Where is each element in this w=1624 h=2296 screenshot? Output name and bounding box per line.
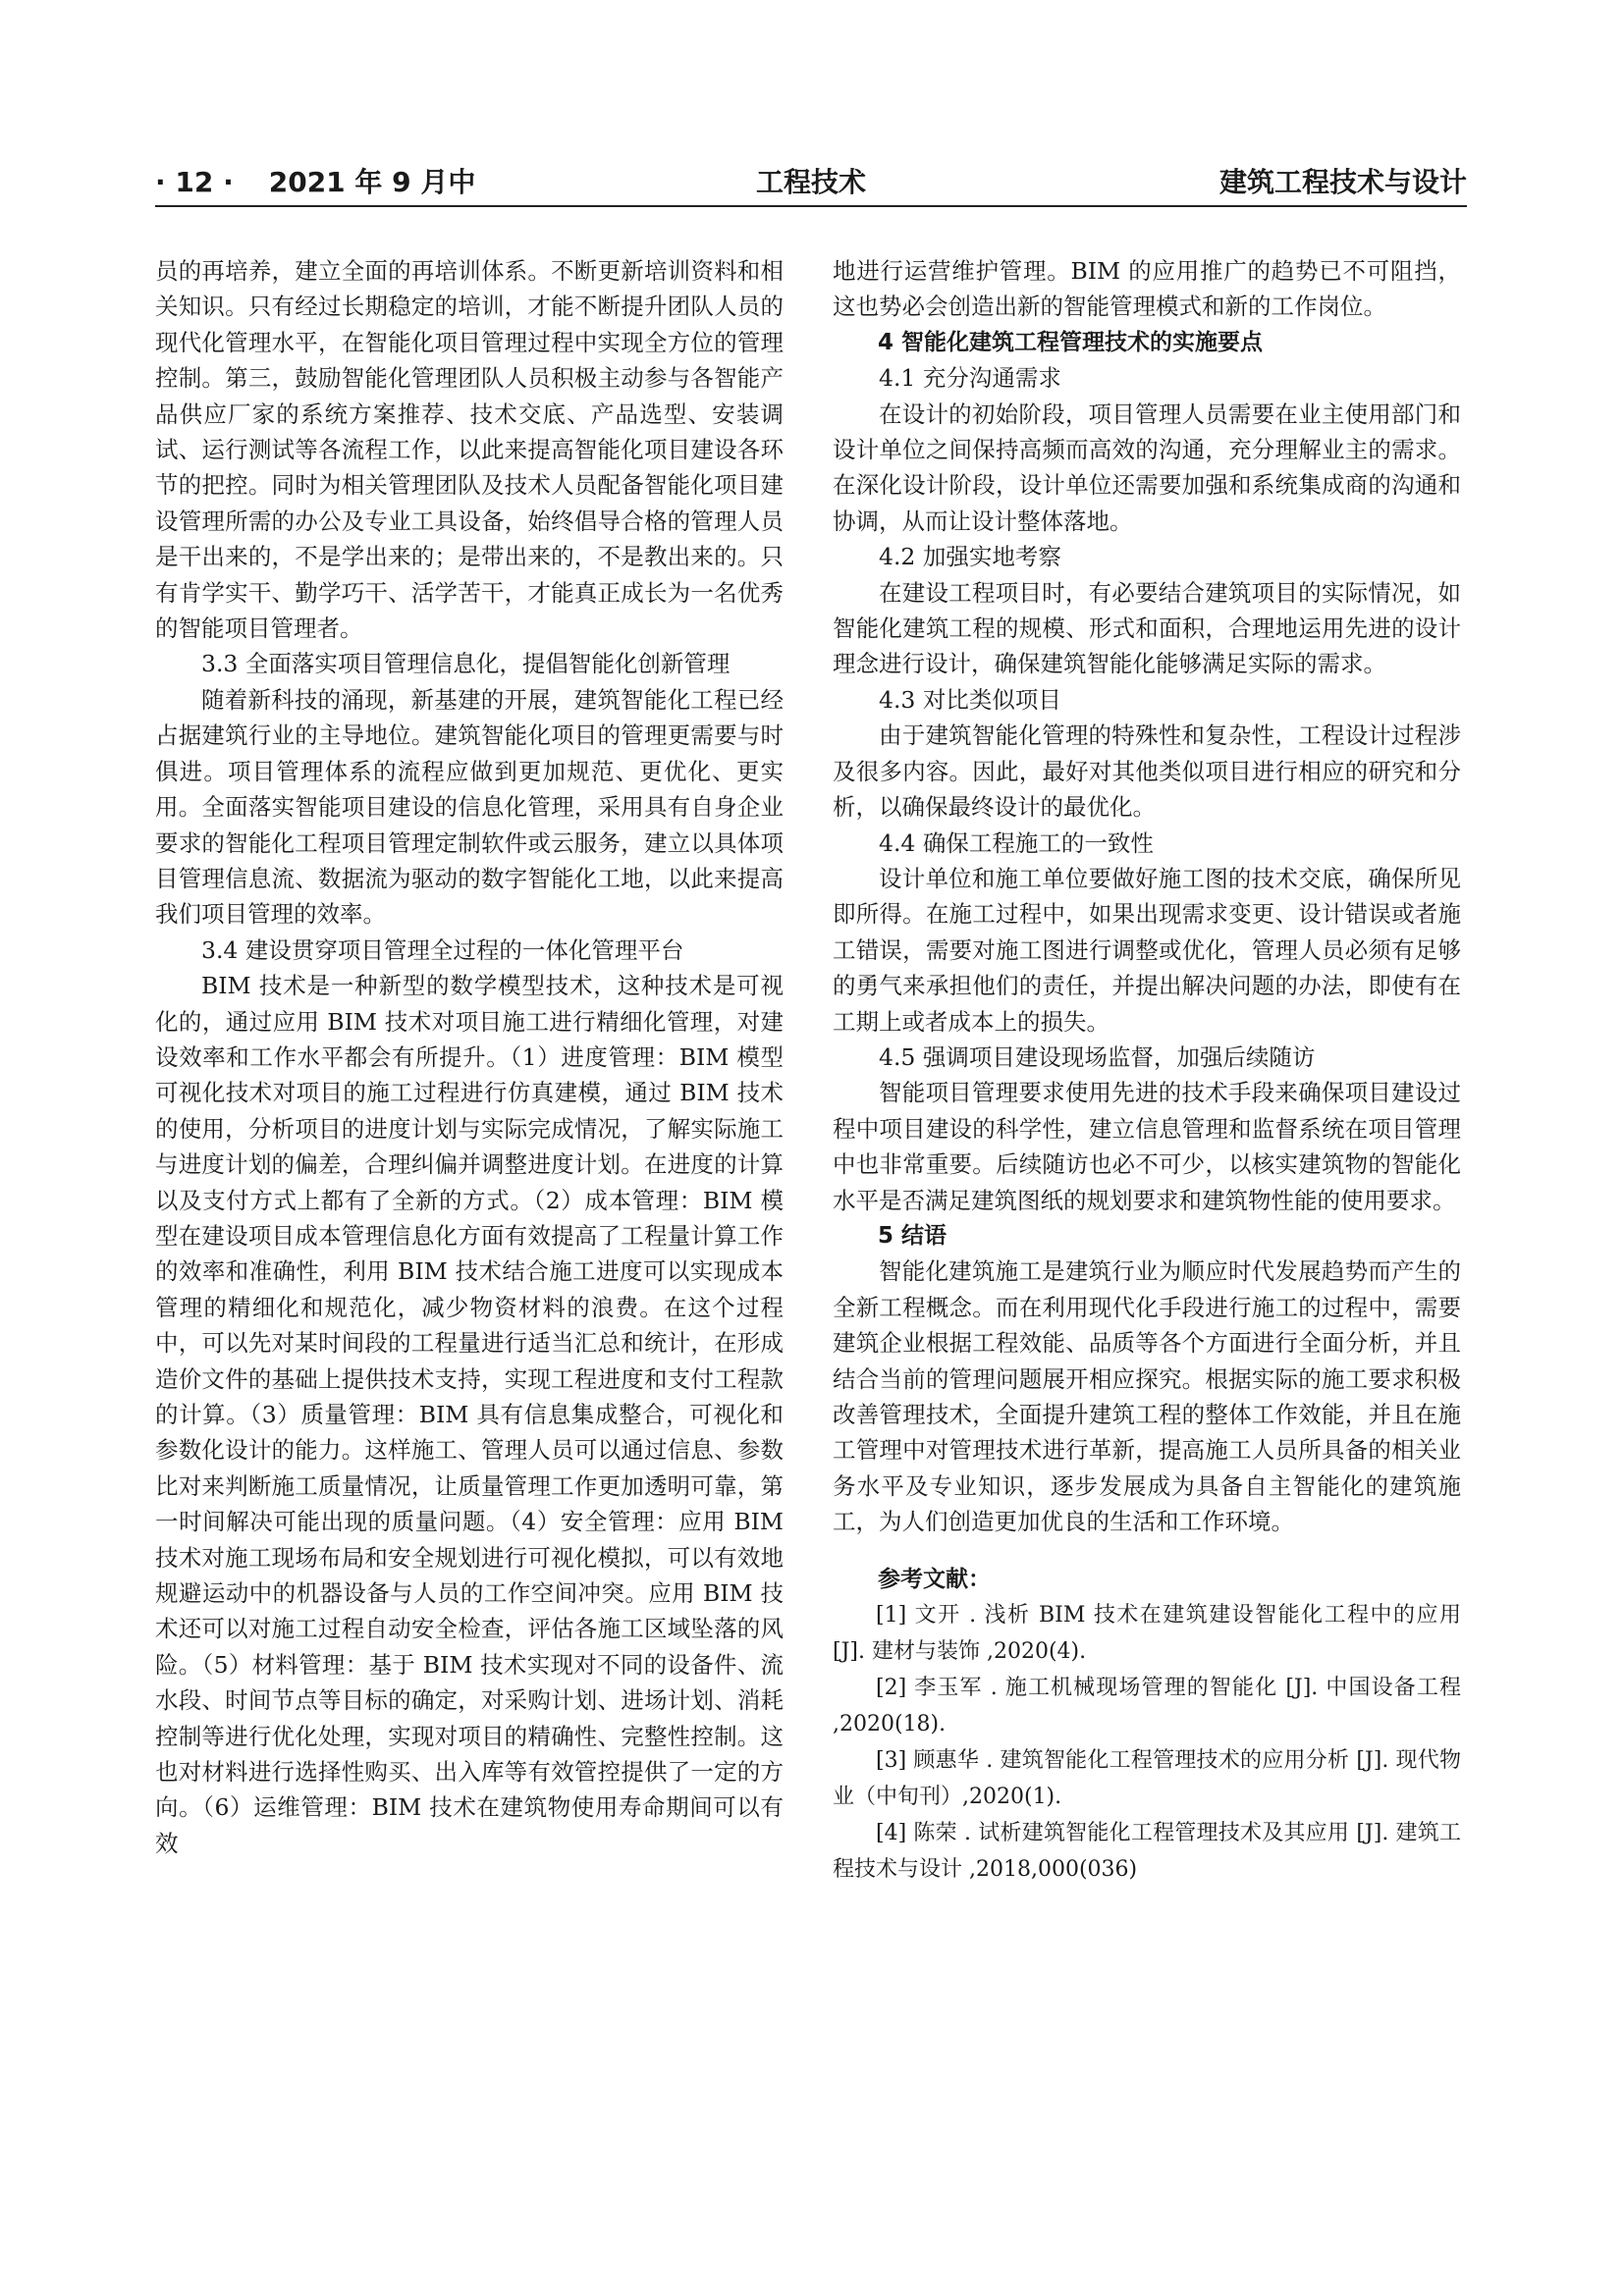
header-rule [155, 205, 1467, 207]
running-header [155, 157, 1467, 202]
paragraph-4-4: 设计单位和施工单位要做好施工图的技术交底，确保所见即所得。在施工过程中，如果出现需求变更、设计错误或者施工错误，需要对施工图进行调整或优化，管理人员必须有足够的勇气来承担他们的责任，并提出解决问题的办法，即使有在工期上或者成本上的损失。 [833, 864, 1461, 1036]
heading-5: 5 结语 [878, 1222, 947, 1249]
paragraph-4-2: 在建设工程项目时，有必要结合建筑项目的实际情况，如智能化建筑工程的规模、形式和面积，合理地运用先进的设计理念进行设计，确保建筑智能化能够满足实际的需求。 [833, 578, 1461, 678]
right-column [833, 253, 1461, 1888]
heading-4-1: 4.1 充分沟通需求 [879, 364, 1061, 393]
left-column [155, 253, 784, 1861]
issue-date: 2021 年 9 月中 [268, 166, 476, 198]
heading-4-5: 4.5 强调项目建设现场监督，加强后续随访 [879, 1042, 1316, 1071]
page-number: · 12 · [155, 166, 234, 198]
heading-4-2: 4.2 加强实地考察 [879, 543, 1061, 571]
paragraph-4-3: 由于建筑智能化管理的特殊性和复杂性，工程设计过程涉及很多内容。因此，最好对其他类似项目进行相应的研究和分析，以确保最终设计的最优化。 [833, 721, 1461, 822]
reference-item: [3] 顾惠华 . 建筑智能化工程管理技术的应用分析 [J]. 现代物业（中旬刊）,2020(1). [833, 1748, 1461, 1810]
paragraph-bim-continued: 地进行运营维护管理。BIM 的应用推广的趋势已不可阻挡，这也势必会创造出新的智能管理模式和新的工作岗位。 [833, 257, 1461, 321]
heading-4-4: 4.4 确保工程施工的一致性 [879, 828, 1154, 857]
journal-title: 建筑工程技术与设计 [1218, 166, 1467, 198]
reference-item: [4] 陈荣 . 试析建筑智能化工程管理技术及其应用 [J]. 建筑工程技术与设计 ,2018,000(036) [833, 1821, 1461, 1883]
paragraph-bim: BIM 技术是一种新型的数学模型技术，这种技术是可视化的，通过应用 BIM 技术对项目施工进行精细化管理，对建设效率和工作水平都会有所提升。（1）进度管理：BIM 模型可视化技术对项目的施工过程进行仿真建模，通过 BIM 技术的使用，分析项目的进度计划与实际完成情况，了解实际施工与进度计划的偏差，合理纠偏并调整进度计划。在进度的计算以及支付方式上都有了全新的方式。（2）成本管理：BIM 模型在建设项目成本管理信息化方面有效提高了工程量计算工作的效率和准确性，利用 BIM 技术结合施工进度可以实现成本管理的精细化和规范化，减少物资材料的浪费。在这个过程中，可以先对某时间段的工程量进行适当汇总和统计，在形成造价文件的基础上提供技术支持，实现工程进度和支付工程款的计算。（3）质量管理：BIM 具有信息集成整合，可视化和参数化设计的能力。这样施工、管理人员可以通过信息、参数比对来判断施工质量情况，让质量管理工作更加透明可靠，第一时间解决可能出现的质量问题。（4）安全管理：应用 BIM 技术对施工现场布局和安全规划进行可视化模拟，可以有效地规避运动中的机器设备与人员的工作空间冲突。应用 BIM 技术还可以对施工过程自动安全检查，评估各施工区域坠落的风险。（5）材料管理：基于 BIM 技术实现对不同的设备件、流水段、时间节点等目标的确定，对采购计划、进场计划、消耗控制等进行优化处理，实现对项目的精确性、完整性控制。这也对材料进行选择性购买、出入库等有效管控提供了一定的方向。（6）运维管理：BIM 技术在建筑物使用寿命期间可以有效 [155, 972, 784, 1857]
heading-4-3: 4.3 对比类似项目 [879, 685, 1061, 714]
reference-item: [1] 文开 . 浅析 BIM 技术在建筑建设智能化工程中的应用 [J]. 建材与装饰 ,2020(4). [833, 1603, 1461, 1665]
heading-4: 4 智能化建筑工程管理技术的实施要点 [878, 329, 1264, 355]
references-title: 参考文献： [878, 1566, 991, 1592]
section-title: 工程技术 [755, 166, 866, 198]
paragraph-informatization: 随着新科技的涌现，新基建的开展，建筑智能化工程已经占据建筑行业的主导地位。建筑智能化项目的管理更需要与时俱进。项目管理体系的流程应做到更加规范、更优化、更实用。全面落实智能项目建设的信息化管理，采用具有自身企业要求的智能化工程项目管理定制软件或云服务，建立以具体项目管理信息流、数据流为驱动的数字智能化工地，以此来提高我们项目管理的效率。 [155, 685, 784, 929]
heading-3-4: 3.4 建设贯穿项目管理全过程的一体化管理平台 [201, 935, 684, 964]
paragraph-training: 员的再培养，建立全面的再培训体系。不断更新培训资料和相关知识。只有经过长期稳定的培训，才能不断提升团队人员的现代化管理水平，在智能化项目管理过程中实现全方位的管理控制。第三，鼓励智能化管理团队人员积极主动参与各智能产品供应厂家的系统方案推荐、技术交底、产品选型、安装调试、运行测试等各流程工作，以此来提高智能化项目建设各环节的把控。同时为相关管理团队及技术人员配备智能化项目建设管理所需的办公及专业工具设备，始终倡导合格的管理人员是干出来的，不是学出来的；是带出来的，不是教出来的。只有肯学实干、勤学巧干、活学苦干，才能真正成长为一名优秀的智能项目管理者。 [155, 257, 784, 643]
heading-3-3: 3.3 全面落实项目管理信息化，提倡智能化创新管理 [201, 650, 731, 678]
paragraph-4-5: 智能项目管理要求使用先进的技术手段来确保项目建设过程中项目建设的科学性，建立信息管理和监督系统在项目管理中也非常重要。后续随访也必不可少，以核实建筑物的智能化水平是否满足建筑图纸的规划要求和建筑物性能的使用要求。 [833, 1079, 1461, 1214]
reference-item: [2] 李玉军 . 施工机械现场管理的智能化 [J]. 中国设备工程 ,2020(18). [833, 1676, 1461, 1737]
paragraph-conclusion: 智能化建筑施工是建筑行业为顺应时代发展趋势而产生的全新工程概念。而在利用现代化手段进行施工的过程中，需要建筑企业根据工程效能、品质等各个方面进行全面分析，并且结合当前的管理问题展开相应探究。根据实际的施工要求积极改善管理技术，全面提升建筑工程的整体工作效能，并且在施工管理中对管理技术进行革新，提高施工人员所具备的相关业务水平及专业知识，逐步发展成为具备自主智能化的建筑施工，为人们创造更加优良的生活和工作环境。 [833, 1257, 1461, 1536]
paragraph-4-1: 在设计的初始阶段，项目管理人员需要在业主使用部门和设计单位之间保持高频而高效的沟通，充分理解业主的需求。在深化设计阶段，设计单位还需要加强和系统集成商的沟通和协调，从而让设计整体落地。 [833, 400, 1461, 535]
